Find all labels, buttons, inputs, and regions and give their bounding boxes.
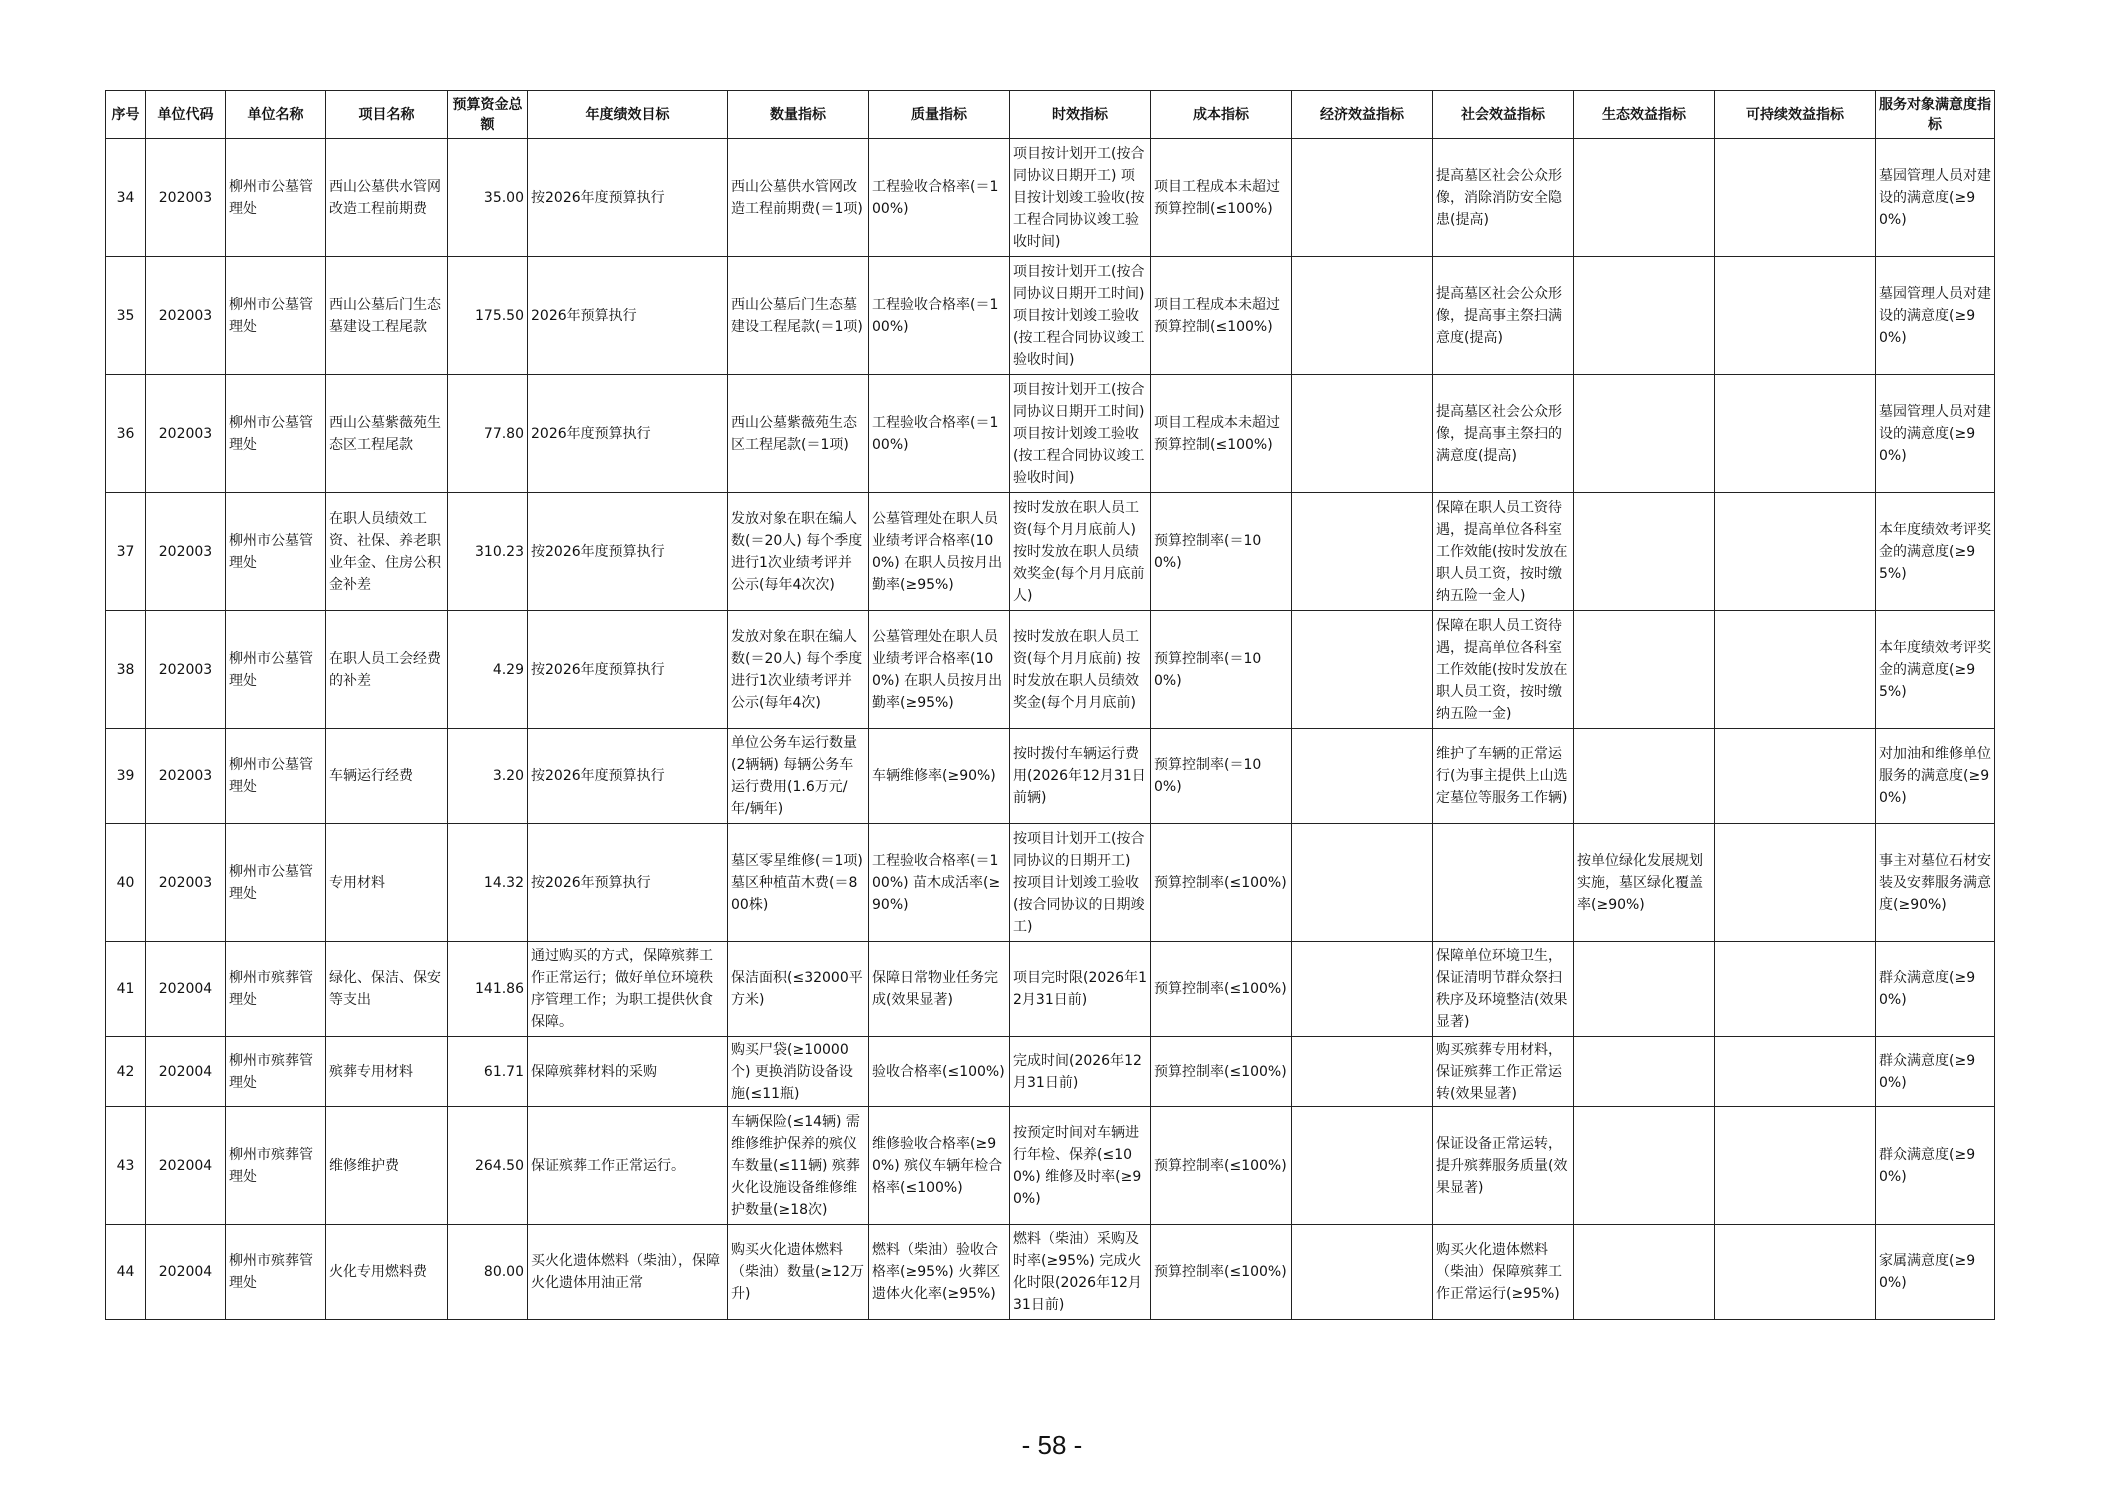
table-cell: 42 [106,1037,146,1107]
table-cell: 柳州市殡葬管理处 [226,1037,326,1107]
table-cell: 西山公墓紫薇苑生态区工程尾款(＝1项) [728,375,869,493]
table-cell: 61.71 [448,1037,528,1107]
table-cell [1292,729,1433,824]
table-cell [1292,942,1433,1037]
table-cell: 买火化遗体燃料（柴油），保障火化遗体用油正常 [528,1225,728,1320]
column-header: 时效指标 [1010,91,1151,139]
table-cell: 购买殡葬专用材料，保证殡葬工作正常运转(效果显著) [1433,1037,1574,1107]
table-cell: 工程验收合格率(＝100%) [869,139,1010,257]
table-cell [1715,611,1876,729]
table-cell [1715,257,1876,375]
table-cell: 墓园管理人员对建设的满意度(≥90%) [1876,257,1995,375]
table-cell [1715,375,1876,493]
table-cell [1715,493,1876,611]
table-cell: 车辆维修率(≥90%) [869,729,1010,824]
table-cell: 提高墓区社会公众形像，提高事主祭扫的满意度(提高) [1433,375,1574,493]
table-cell: 按2026年度预算执行 [528,493,728,611]
table-cell: 专用材料 [326,824,448,942]
table-cell: 14.32 [448,824,528,942]
table-cell: 按单位绿化发展规划实施，墓区绿化覆盖率(≥90%) [1574,824,1715,942]
table-cell [1715,139,1876,257]
table-cell: 事主对墓位石材安装及安葬服务满意度(≥90%) [1876,824,1995,942]
table-cell: 维护了车辆的正常运行(为事主提供上山选定墓位等服务工作辆) [1433,729,1574,824]
table-cell: 310.23 [448,493,528,611]
table-cell: 项目按计划开工(按合同协议日期开工时间) 项目按计划竣工验收(按工程合同协议竣工验收时间) [1010,257,1151,375]
table-row [106,493,1995,611]
table-cell: 群众满意度(≥90%) [1876,1037,1995,1107]
table-cell: 在职人员绩效工资、社保、养老职业年金、住房公积金补差 [326,493,448,611]
table-cell: 按2026年度预算执行 [528,611,728,729]
table-cell: 柳州市公墓管理处 [226,375,326,493]
table-cell: 202003 [146,493,226,611]
table-cell [1292,1225,1433,1320]
table-cell [1715,1037,1876,1107]
table-row [106,375,1995,493]
table-cell: 80.00 [448,1225,528,1320]
table-cell: 按2026年度预算执行 [528,729,728,824]
table-cell: 34 [106,139,146,257]
table-cell: 202003 [146,824,226,942]
table-cell: 175.50 [448,257,528,375]
table-cell [1574,1225,1715,1320]
table-cell: 工程验收合格率(＝100%) 苗木成活率(≥90%) [869,824,1010,942]
table-cell [1574,1107,1715,1225]
table-cell [1715,824,1876,942]
table-cell: 公墓管理处在职人员业绩考评合格率(100%) 在职人员按月出勤率(≥95%) [869,493,1010,611]
table-cell: 西山公墓紫薇苑生态区工程尾款 [326,375,448,493]
table-cell [1292,375,1433,493]
table-header-row [106,91,1995,139]
table-cell [1292,824,1433,942]
table-cell: 4.29 [448,611,528,729]
table-cell: 按时发放在职人员工资(每个月月底前人) 按时发放在职人员绩效奖金(每个月月底前人) [1010,493,1151,611]
table-cell: 绿化、保洁、保安等支出 [326,942,448,1037]
table-cell: 项目工程成本未超过预算控制(≤100%) [1151,257,1292,375]
table-cell: 264.50 [448,1107,528,1225]
table-row [106,611,1995,729]
column-header: 经济效益指标 [1292,91,1433,139]
table-cell: 项目完时限(2026年12月31日前) [1010,942,1151,1037]
table-cell: 37 [106,493,146,611]
table-cell: 墓园管理人员对建设的满意度(≥90%) [1876,139,1995,257]
table-cell: 单位公务车运行数量(2辆辆) 每辆公务车运行费用(1.6万元/年/辆年) [728,729,869,824]
table-cell: 202004 [146,1037,226,1107]
column-header: 单位代码 [146,91,226,139]
table-cell: 保障殡葬材料的采购 [528,1037,728,1107]
table-cell: 预算控制率(＝100%) [1151,493,1292,611]
table-cell: 车辆运行经费 [326,729,448,824]
table-cell: 柳州市公墓管理处 [226,139,326,257]
table-cell [1574,942,1715,1037]
table-cell: 柳州市殡葬管理处 [226,1225,326,1320]
table-cell: 通过购买的方式，保障殡葬工作正常运行；做好单位环境秩序管理工作；为职工提供伙食保障。 [528,942,728,1037]
table-cell: 预算控制率(≤100%) [1151,942,1292,1037]
table-cell: 预算控制率(≤100%) [1151,1225,1292,1320]
column-header: 单位名称 [226,91,326,139]
table-cell: 维修维护费 [326,1107,448,1225]
table-cell: 柳州市公墓管理处 [226,611,326,729]
column-header: 项目名称 [326,91,448,139]
column-header: 年度绩效目标 [528,91,728,139]
table-cell: 购买尸袋(≥10000个) 更换消防设备设施(≤11瓶) [728,1037,869,1107]
table-cell: 西山公墓后门生态墓建设工程尾款 [326,257,448,375]
table-cell: 本年度绩效考评奖金的满意度(≥95%) [1876,611,1995,729]
table-cell: 西山公墓后门生态墓建设工程尾款(＝1项) [728,257,869,375]
table-cell: 保证设备正常运转，提升殡葬服务质量(效果显著) [1433,1107,1574,1225]
table-cell: 柳州市公墓管理处 [226,824,326,942]
table-cell: 西山公墓供水管网改造工程前期费(＝1项) [728,139,869,257]
column-header: 可持续效益指标 [1715,91,1876,139]
page-number: - 58 - [1021,1430,1083,1460]
table-cell: 保障单位环境卫生，保证清明节群众祭扫秩序及环境整洁(效果显著) [1433,942,1574,1037]
column-header: 预算资金总额 [448,91,528,139]
table-cell: 44 [106,1225,146,1320]
table-cell [1574,257,1715,375]
table-cell: 35 [106,257,146,375]
table-cell: 殡葬专用材料 [326,1037,448,1107]
column-header: 社会效益指标 [1433,91,1574,139]
table-cell: 保洁面积(≤32000平方米) [728,942,869,1037]
table-cell: 按时拨付车辆运行费用(2026年12月31日前辆) [1010,729,1151,824]
table-cell: 墓园管理人员对建设的满意度(≥90%) [1876,375,1995,493]
table-cell: 按项目计划开工(按合同协议的日期开工) 按项目计划竣工验收(按合同协议的日期竣工) [1010,824,1151,942]
table-cell [1715,729,1876,824]
table-cell: 工程验收合格率(＝100%) [869,375,1010,493]
table-cell: 保证殡葬工作正常运行。 [528,1107,728,1225]
table-cell: 完成时间(2026年12月31日前) [1010,1037,1151,1107]
table-row [106,1107,1995,1225]
table-cell: 202004 [146,1107,226,1225]
column-header: 成本指标 [1151,91,1292,139]
table-cell: 202003 [146,729,226,824]
table-cell: 202003 [146,139,226,257]
column-header: 服务对象满意度指标 [1876,91,1995,139]
table-row [106,1037,1995,1107]
table-cell [1292,257,1433,375]
table-cell: 发放对象在职在编人数(＝20人) 每个季度进行1次业绩考评并公示(每年4次次) [728,493,869,611]
table-cell [1574,729,1715,824]
table-cell: 火化专用燃料费 [326,1225,448,1320]
table-cell: 家属满意度(≥90%) [1876,1225,1995,1320]
table-cell: 项目按计划开工(按合同协议日期开工时间) 项目按计划竣工验收(按工程合同协议竣工验收时间) [1010,375,1151,493]
table-row [106,139,1995,257]
table-cell [1574,611,1715,729]
table-cell: 保障日常物业任务完成(效果显著) [869,942,1010,1037]
table-cell: 41 [106,942,146,1037]
table-cell: 按2026年度预算执行 [528,139,728,257]
table-cell: 77.80 [448,375,528,493]
table-cell: 在职人员工会经费的补差 [326,611,448,729]
table-cell [1574,493,1715,611]
table-cell: 38 [106,611,146,729]
table-row [106,1225,1995,1320]
table-cell: 2026年度预算执行 [528,375,728,493]
table-cell [1433,824,1574,942]
column-header: 序号 [106,91,146,139]
table-cell: 本年度绩效考评奖金的满意度(≥95%) [1876,493,1995,611]
table-cell [1292,1107,1433,1225]
column-header: 生态效益指标 [1574,91,1715,139]
table-row [106,729,1995,824]
table-cell: 群众满意度(≥90%) [1876,1107,1995,1225]
table-cell: 柳州市公墓管理处 [226,729,326,824]
table-cell: 按2026年预算执行 [528,824,728,942]
table-cell: 预算控制率(≤100%) [1151,1107,1292,1225]
table-cell: 对加油和维修单位服务的满意度(≥90%) [1876,729,1995,824]
table-cell: 购买火化遗体燃料（柴油）数量(≥12万升) [728,1225,869,1320]
table-cell: 40 [106,824,146,942]
table-row [106,257,1995,375]
table-cell: 燃料（柴油）验收合格率(≥95%) 火葬区遗体火化率(≥95%) [869,1225,1010,1320]
table-cell: 发放对象在职在编人数(＝20人) 每个季度进行1次业绩考评并公示(每年4次) [728,611,869,729]
table-cell: 3.20 [448,729,528,824]
table-cell [1292,1037,1433,1107]
table-cell: 202003 [146,611,226,729]
table-cell: 柳州市殡葬管理处 [226,1107,326,1225]
table-cell: 燃料（柴油）采购及时率(≥95%) 完成火化时限(2026年12月31日前) [1010,1225,1151,1320]
table-cell: 35.00 [448,139,528,257]
table-cell: 提高墓区社会公众形像，提高事主祭扫满意度(提高) [1433,257,1574,375]
table-cell: 202003 [146,375,226,493]
table-cell: 柳州市殡葬管理处 [226,942,326,1037]
table-cell: 西山公墓供水管网改造工程前期费 [326,139,448,257]
table-cell: 202004 [146,942,226,1037]
table-cell: 保障在职人员工资待遇，提高单位各科室工作效能(按时发放在职人员工资，按时缴纳五险一金) [1433,611,1574,729]
table-cell: 提高墓区社会公众形像，消除消防安全隐患(提高) [1433,139,1574,257]
table-cell: 36 [106,375,146,493]
table-cell: 维修验收合格率(≥90%) 殡仪车辆年检合格率(≤100%) [869,1107,1010,1225]
table-cell: 柳州市公墓管理处 [226,257,326,375]
performance-table [105,90,1995,1320]
table-cell: 202004 [146,1225,226,1320]
table-cell: 预算控制率(＝100%) [1151,729,1292,824]
table-cell: 202003 [146,257,226,375]
table-cell: 项目工程成本未超过预算控制(≤100%) [1151,139,1292,257]
table-cell: 公墓管理处在职人员业绩考评合格率(100%) 在职人员按月出勤率(≥95%) [869,611,1010,729]
table-cell: 保障在职人员工资待遇，提高单位各科室工作效能(按时发放在职人员工资，按时缴纳五险一金人) [1433,493,1574,611]
table-cell: 验收合格率(≤100%) [869,1037,1010,1107]
table-cell: 群众满意度(≥90%) [1876,942,1995,1037]
table-cell: 141.86 [448,942,528,1037]
table-cell [1715,1225,1876,1320]
table-row [106,942,1995,1037]
table-cell [1715,1107,1876,1225]
table-cell [1574,375,1715,493]
table-cell: 墓区零星维修(＝1项) 墓区种植苗木费(＝800株) [728,824,869,942]
table-cell: 预算控制率(≤100%) [1151,1037,1292,1107]
table-cell [1574,139,1715,257]
table-cell: 预算控制率(≤100%) [1151,824,1292,942]
table-cell: 购买火化遗体燃料（柴油）保障殡葬工作正常运行(≥95%) [1433,1225,1574,1320]
table-cell: 车辆保险(≤14辆) 需维修维护保养的殡仪车数量(≤11辆) 殡葬火化设施设备维修维护数量(≥18次) [728,1107,869,1225]
table-cell: 43 [106,1107,146,1225]
table-cell [1292,611,1433,729]
table-cell: 柳州市公墓管理处 [226,493,326,611]
column-header: 质量指标 [869,91,1010,139]
table-cell [1292,493,1433,611]
column-header: 数量指标 [728,91,869,139]
table-cell: 2026年预算执行 [528,257,728,375]
table-cell [1574,1037,1715,1107]
table-cell: 预算控制率(＝100%) [1151,611,1292,729]
table-cell: 项目按计划开工(按合同协议日期开工) 项目按计划竣工验收(按工程合同协议竣工验收时间) [1010,139,1151,257]
table-cell: 39 [106,729,146,824]
table-cell: 按预定时间对车辆进行年检、保养(≤100%) 维修及时率(≥90%) [1010,1107,1151,1225]
table-cell: 按时发放在职人员工资(每个月月底前) 按时发放在职人员绩效奖金(每个月月底前) [1010,611,1151,729]
table-cell [1292,139,1433,257]
table-cell: 工程验收合格率(＝100%) [869,257,1010,375]
table-cell [1715,942,1876,1037]
table-row [106,824,1995,942]
table-cell: 项目工程成本未超过预算控制(≤100%) [1151,375,1292,493]
